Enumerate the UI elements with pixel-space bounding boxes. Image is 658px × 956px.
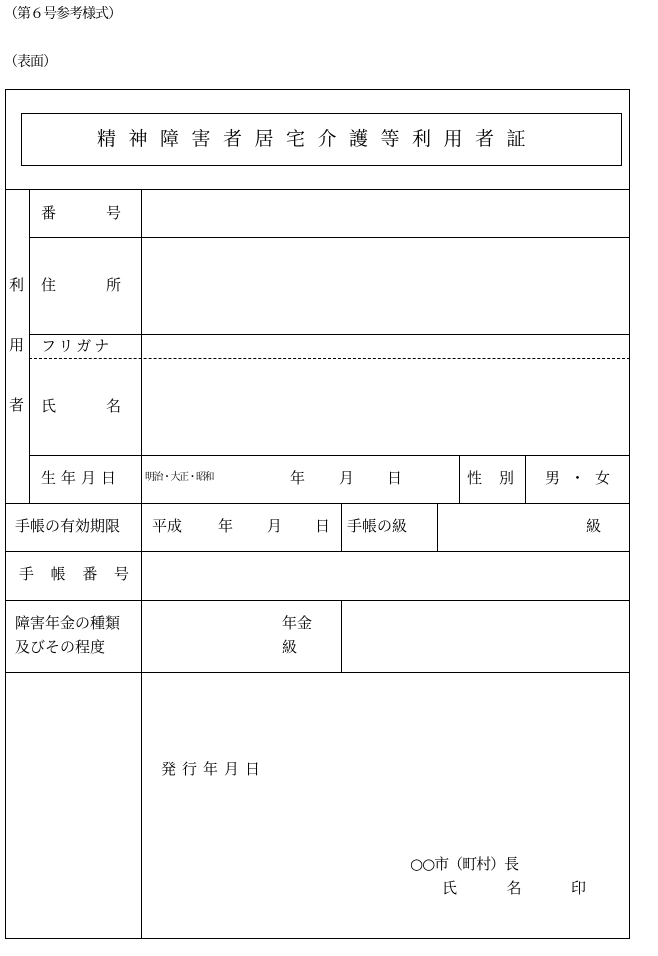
form-number: （第６号参考様式） (4, 6, 121, 22)
issue-date-label: 発行年月日 (161, 760, 267, 778)
pension-type-suffix: 年金 (282, 614, 313, 632)
pension-grade-suffix: 級 (282, 638, 298, 656)
seal-mark: 印 (570, 879, 586, 897)
handbook-number-label: 手 帳 番 号 (19, 565, 129, 583)
sex-options[interactable]: 男 ・ 女 (545, 469, 610, 487)
furigana-field[interactable] (142, 335, 629, 357)
name-label: 氏 名 (41, 397, 121, 415)
validity-month-unit: 月 (267, 517, 283, 535)
side-label: （表面） (4, 54, 56, 70)
pension-label-line2: 及びその程度 (15, 638, 106, 656)
user-label-char-3: 者 (9, 396, 25, 414)
validity-era: 平成 (152, 517, 183, 535)
seal-line: 氏 名 印 (442, 879, 586, 897)
address-field[interactable] (142, 238, 629, 334)
validity-day-unit: 日 (315, 517, 331, 535)
dob-month-unit: 月 (339, 469, 355, 487)
grade-label: 手帳の級 (347, 517, 408, 535)
number-label: 番 号 (41, 204, 121, 222)
user-label-char-2: 用 (9, 336, 25, 354)
pension-label-line1: 障害年金の種類 (15, 614, 121, 632)
handbook-number-field[interactable] (142, 552, 629, 600)
validity-year-unit: 年 (218, 517, 234, 535)
grade-suffix: 級 (586, 517, 602, 535)
issuer-label: ○○市（町村）長 (410, 855, 519, 873)
address-label: 住 所 (41, 276, 121, 294)
form-title: 精神障害者居宅介護等利用者証 (97, 128, 539, 150)
sex-label: 性 別 (467, 469, 514, 487)
sex-option-male[interactable]: 男 (545, 469, 561, 487)
dob-label: 生年月日 (41, 469, 122, 487)
number-field[interactable] (142, 190, 629, 237)
user-label-char-1: 利 (9, 276, 25, 294)
dob-year-unit: 年 (290, 469, 306, 487)
dob-day-unit: 日 (387, 469, 403, 487)
era-options: 明治・大正・昭和 (145, 472, 213, 483)
validity-label: 手帳の有効期限 (15, 517, 121, 535)
name-field[interactable] (142, 359, 629, 455)
sex-option-female[interactable]: 女 (594, 469, 610, 487)
furigana-label: フリガナ (41, 337, 113, 355)
